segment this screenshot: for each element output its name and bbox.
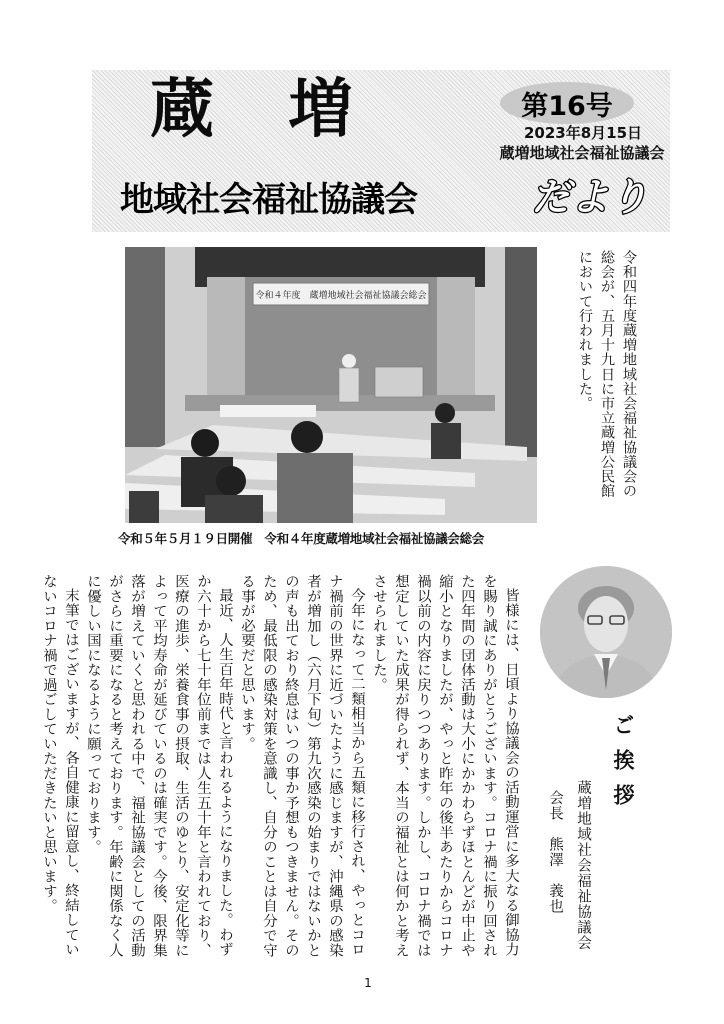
newsletter-title: 蔵 増 bbox=[150, 72, 379, 147]
issue-number-badge: 第16号 bbox=[500, 82, 634, 124]
greeting-heading: ご挨拶 bbox=[611, 714, 635, 819]
meeting-photo-illustration bbox=[125, 247, 537, 523]
chairman-portrait bbox=[540, 566, 672, 698]
greeting-body bbox=[41, 574, 522, 962]
greeting-organization: 蔵増地域社会福祉協議会 bbox=[575, 780, 591, 951]
greeting-paragraph: 末筆ではございますが、各自健康に留意し、終結していないコロナ禍で過ごしていただきたいと思います。 bbox=[41, 574, 79, 958]
portrait-illustration bbox=[540, 566, 672, 698]
greeting-paragraph: 今年になって二類相当から五類に移行され、やっとコロナ禍前の世界に近づいたように感じますが、沖縄県の感染者が増加し（六月下旬）第九次感染の始まりではないかとの声も出ており終息はいつの事か予想もつきません。そのため、最低限の感染対策を意識し、自分のことは自分で守る事が必要だと思います。 bbox=[239, 574, 365, 958]
greeting-paragraph: 皆様には、日頃より協議会の活動運営に多大なる御協力を賜り誠にありがとうございます。コロナ禍に振り回された四年間の団体活動は大小にかかわらずほとんどが中止や縮小となりましたが、やっと昨年の後半あたりからコロナ禍以前の内容に戻りつつあります。しかし、コロナ禍では想定していた成果が得られず、本当の福祉とは何かと考えさせられました。 bbox=[371, 574, 519, 958]
photo-caption: 令和５年５月１９日開催 令和４年度蔵増地域社会福祉協議会総会 bbox=[118, 531, 485, 546]
issue-date: 2023年8月15日 bbox=[523, 124, 643, 142]
newsletter-subtitle: 地域社会福祉協議会 bbox=[120, 180, 417, 220]
meeting-banner-text: 令和４年度 蔵増地域社会福祉協議会総会 bbox=[255, 291, 427, 301]
page-number: 1 bbox=[364, 976, 372, 990]
meeting-photo bbox=[125, 247, 537, 523]
greeting-paragraph: 最近、人生百年時代と言われるようになりました。わずか六十から七十年位前までは人生五十年と言われており、医療の進歩、栄養食事の摂取、生活のゆとり、安定化等によって平均寿命が延びているのは確実です。今後、限界集落が増えていくと思われる中で、福祉協議会としての活動がさらに重要になると考えております。年齢に関係なく人に優しい国になるように願っております。 bbox=[85, 574, 233, 958]
newsletter-subtitle-suffix: だより bbox=[532, 175, 650, 219]
issuer-name: 蔵増地域社会福祉協議会 bbox=[499, 144, 665, 162]
greeting-author: 会長 熊澤 義也 bbox=[547, 790, 563, 914]
meeting-announcement: 令和四年度蔵増地域社会福祉協議会の総会が、五月十九日に市立蔵増公民館において行われました。 bbox=[577, 250, 637, 499]
